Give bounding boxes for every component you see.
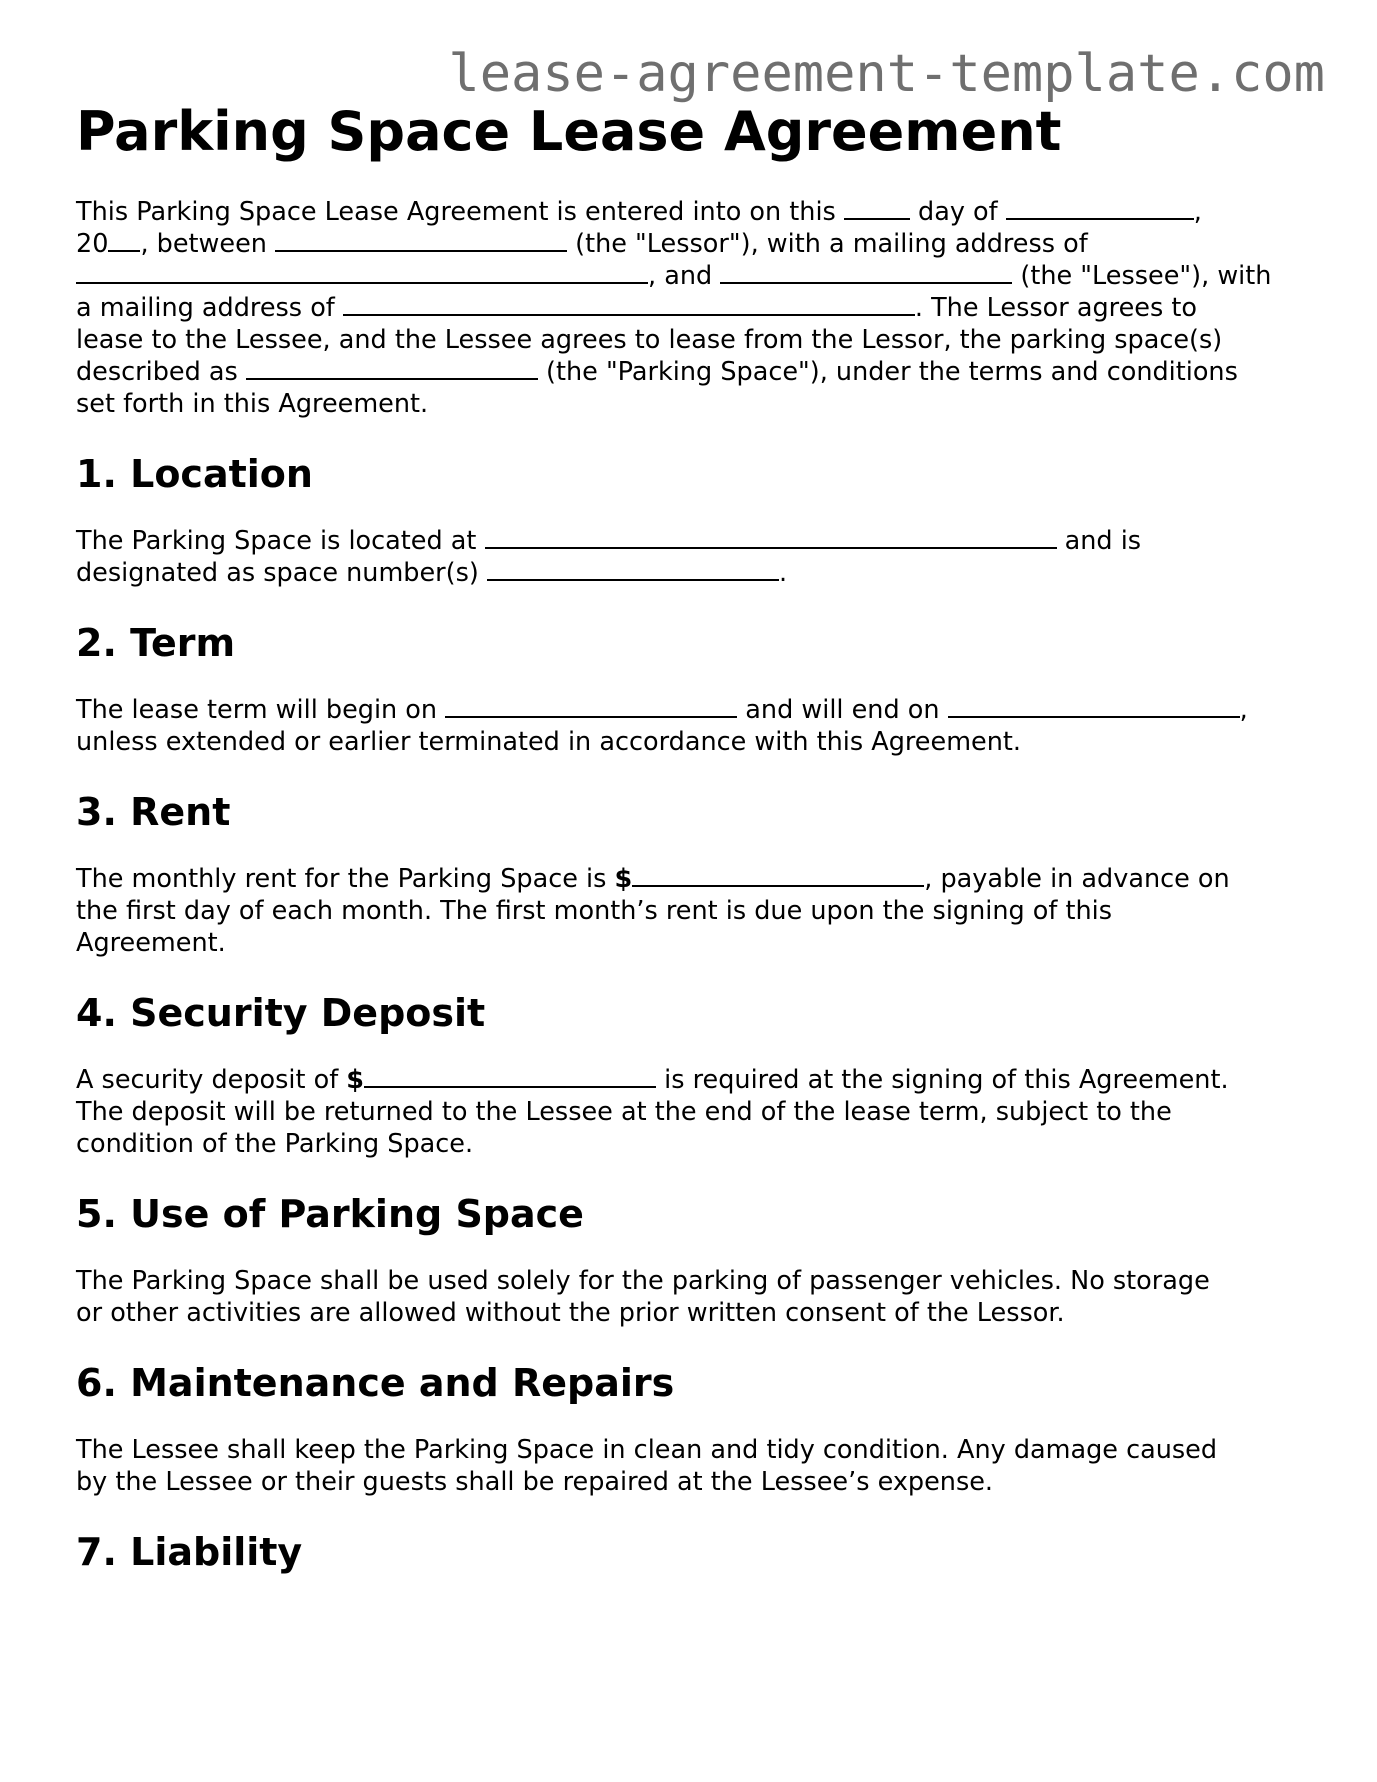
intro-text: described as — [76, 357, 246, 387]
intro-line — [76, 356, 1316, 388]
deposit-paragraph — [76, 1064, 1316, 1160]
intro-line — [76, 292, 1316, 324]
rent-line: Agreement. — [76, 928, 226, 958]
intro-text: (the "Lessor"), with a mailing address of — [567, 229, 1088, 259]
maintenance-line: by the Lessee or their guests shall be repaired at the Lessee’s expense. — [76, 1467, 994, 1497]
term-text: and will end on — [737, 695, 948, 725]
deposit-text: A security deposit of — [76, 1065, 347, 1095]
end-date-blank[interactable] — [948, 694, 1240, 718]
intro-line — [76, 260, 1316, 292]
use-line: The Parking Space shall be used solely for the parking of passenger vehicles. No storage — [76, 1266, 1210, 1296]
location-line — [76, 557, 1316, 589]
section-heading-use: 5. Use of Parking Space — [76, 1192, 584, 1236]
intro-text: a mailing address of — [76, 293, 343, 323]
lessor-address-blank[interactable] — [76, 260, 648, 284]
day-blank[interactable] — [844, 196, 910, 220]
section-heading-location: 1. Location — [76, 452, 313, 496]
security-deposit-blank[interactable] — [364, 1064, 656, 1088]
intro-line: lease to the Lessee, and the Lessee agrees to lease from the Lessor, the parking space(s) — [76, 325, 1223, 355]
space-number-blank[interactable] — [487, 557, 779, 581]
monthly-rent-blank[interactable] — [632, 863, 924, 887]
currency-symbol: $ — [346, 1065, 365, 1095]
rent-line — [76, 863, 1316, 895]
location-text: The Parking Space is located at — [76, 526, 485, 556]
deposit-line: The deposit will be returned to the Lessee at the end of the lease term, subject to the — [76, 1097, 1172, 1127]
section-heading-term: 2. Term — [76, 621, 236, 665]
location-text: designated as space number(s) — [76, 558, 487, 588]
term-line — [76, 694, 1316, 726]
intro-text: , between — [140, 229, 276, 259]
month-blank[interactable] — [1006, 196, 1194, 220]
year-blank[interactable] — [108, 228, 140, 252]
deposit-text: is required at the signing of this Agreement. — [656, 1065, 1229, 1095]
term-paragraph — [76, 694, 1316, 758]
section-heading-security-deposit: 4. Security Deposit — [76, 991, 486, 1035]
location-text: and is — [1056, 526, 1142, 556]
intro-text: This Parking Space Lease Agreement is entered into on this — [76, 197, 844, 227]
site-watermark: lease-agreement-template.com — [448, 44, 1325, 104]
intro-line: set forth in this Agreement. — [76, 389, 429, 419]
intro-text: . The Lessor agrees to — [914, 293, 1197, 323]
currency-symbol: $ — [614, 864, 633, 894]
intro-text: , and — [648, 261, 721, 291]
lessee-name-blank[interactable] — [720, 260, 1012, 284]
intro-paragraph — [76, 196, 1316, 420]
location-paragraph — [76, 525, 1316, 589]
maintenance-paragraph — [76, 1434, 1316, 1498]
intro-text: (the "Parking Space"), under the terms and conditions — [537, 357, 1238, 387]
intro-line — [76, 228, 1316, 260]
intro-text: day of — [909, 197, 1006, 227]
document-title: Parking Space Lease Agreement — [76, 100, 1062, 163]
deposit-line: condition of the Parking Space. — [76, 1129, 474, 1159]
term-line: unless extended or earlier terminated in accordance with this Agreement. — [76, 727, 1021, 757]
intro-text: (the "Lessee"), with — [1012, 261, 1272, 291]
intro-text: , — [1193, 197, 1202, 227]
lessor-name-blank[interactable] — [275, 228, 567, 252]
term-text: , — [1239, 695, 1248, 725]
use-line: or other activities are allowed without the prior written consent of the Lessor. — [76, 1298, 1065, 1328]
section-heading-liability: 7. Liability — [76, 1530, 303, 1574]
section-heading-rent: 3. Rent — [76, 790, 231, 834]
section-heading-maintenance: 6. Maintenance and Repairs — [76, 1361, 675, 1405]
start-date-blank[interactable] — [445, 694, 737, 718]
location-text: . — [778, 558, 788, 588]
rent-text: , payable in advance on — [924, 864, 1230, 894]
document-body — [76, 96, 1316, 1576]
intro-text: 20 — [76, 229, 109, 259]
rent-paragraph — [76, 863, 1316, 959]
maintenance-line: The Lessee shall keep the Parking Space in clean and tidy condition. Any damage caused — [76, 1435, 1218, 1465]
intro-line — [76, 196, 1316, 228]
location-line — [76, 525, 1316, 557]
term-text: The lease term will begin on — [76, 695, 446, 725]
parking-description-blank[interactable] — [246, 356, 538, 380]
location-address-blank[interactable] — [485, 525, 1057, 549]
rent-text: The monthly rent for the Parking Space is — [76, 864, 615, 894]
deposit-line — [76, 1064, 1316, 1096]
use-paragraph — [76, 1265, 1316, 1329]
rent-line: the first day of each month. The first month’s rent is due upon the signing of this — [76, 896, 1113, 926]
lessee-address-blank[interactable] — [343, 292, 915, 316]
